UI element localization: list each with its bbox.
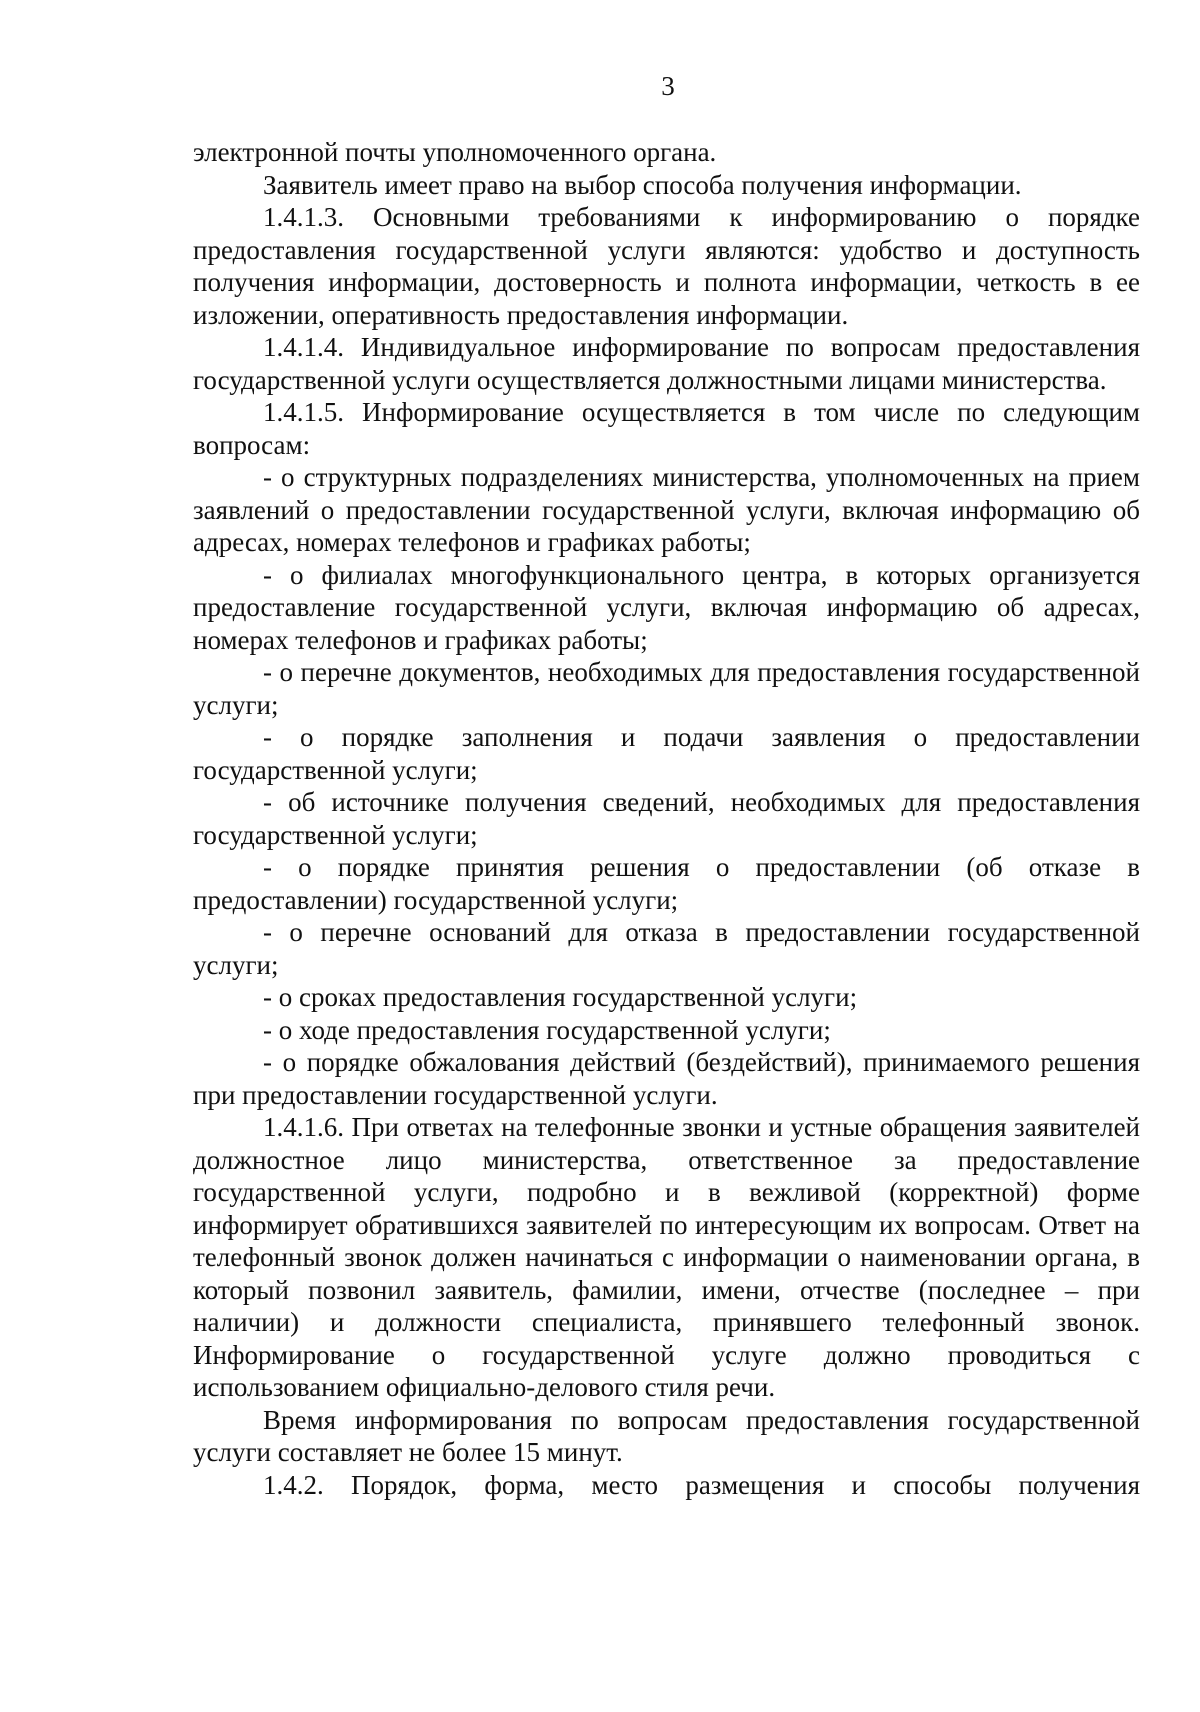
- list-item: - о филиалах многофункционального центра, в которых организуется предоставление государственной услуги, включая информацию об адресах, номерах телефонов и графиках работы;: [193, 559, 1140, 655]
- paragraph: 1.4.1.5. Информирование осуществляется в том числе по следующим вопросам:: [193, 397, 1140, 460]
- paragraph: 1.4.1.6. При ответах на телефонные звонки и устные обращения заявителей должностное лицо министерства, ответственное за предоставление государственной услуги, подробно и в вежливой (корректной) форме информирует обратившихся заявителей по интересующим их вопросам. Ответ на телефонный звонок должен начинаться с информации о наименовании органа, в который позвонил заявитель, фамилии, имени, отчестве (последнее – при наличии) и должности специалиста, принявшего телефонный звонок. Информирование о государственной услуге должно проводиться с использованием официально-делового стиля речи.: [193, 1112, 1140, 1402]
- paragraph: 1.4.2. Порядок, форма, место размещения и способы получения: [263, 1469, 1140, 1500]
- document-body: [193, 136, 1140, 1501]
- list-item: - о порядке заполнения и подачи заявления о предоставлении государственной услуги;: [193, 722, 1140, 785]
- list-item: - о порядке обжалования действий (бездействий), принимаемого решения при предоставлении государственной услуги.: [193, 1047, 1140, 1110]
- page-number: 3: [661, 71, 675, 101]
- list-item: - о структурных подразделениях министерства, уполномоченных на прием заявлений о предоставлении государственной услуги, включая информацию об адресах, номерах телефонов и графиках работы;: [193, 462, 1140, 557]
- paragraph: Заявитель имеет право на выбор способа получения информации.: [263, 169, 1022, 200]
- paragraph: Время информирования по вопросам предоставления государственной услуги составляет не более 15 минут.: [193, 1404, 1140, 1467]
- paragraph: 1.4.1.4. Индивидуальное информирование по вопросам предоставления государственной услуги осуществляется должностными лицами министерства.: [193, 332, 1140, 395]
- list-item: - об источнике получения сведений, необходимых для предоставления государственной услуги;: [193, 787, 1140, 850]
- list-item: - о ходе предоставления государственной услуги;: [263, 1014, 831, 1045]
- list-item: - о перечне документов, необходимых для предоставления государственной услуги;: [193, 657, 1140, 720]
- list-item: - о порядке принятия решения о предоставлении (об отказе в предоставлении) государственной услуги;: [193, 852, 1140, 915]
- list-item: - о сроках предоставления государственной услуги;: [263, 982, 858, 1012]
- paragraph: электронной почты уполномоченного органа.: [193, 137, 717, 167]
- paragraph: 1.4.1.3. Основными требованиями к информированию о порядке предоставления государственной услуги являются: удобство и доступность получения информации, достоверность и полнота информации, четкость в ее изложении, оперативность предоставления информации.: [193, 202, 1140, 330]
- list-item: - о перечне оснований для отказа в предоставлении государственной услуги;: [193, 917, 1140, 980]
